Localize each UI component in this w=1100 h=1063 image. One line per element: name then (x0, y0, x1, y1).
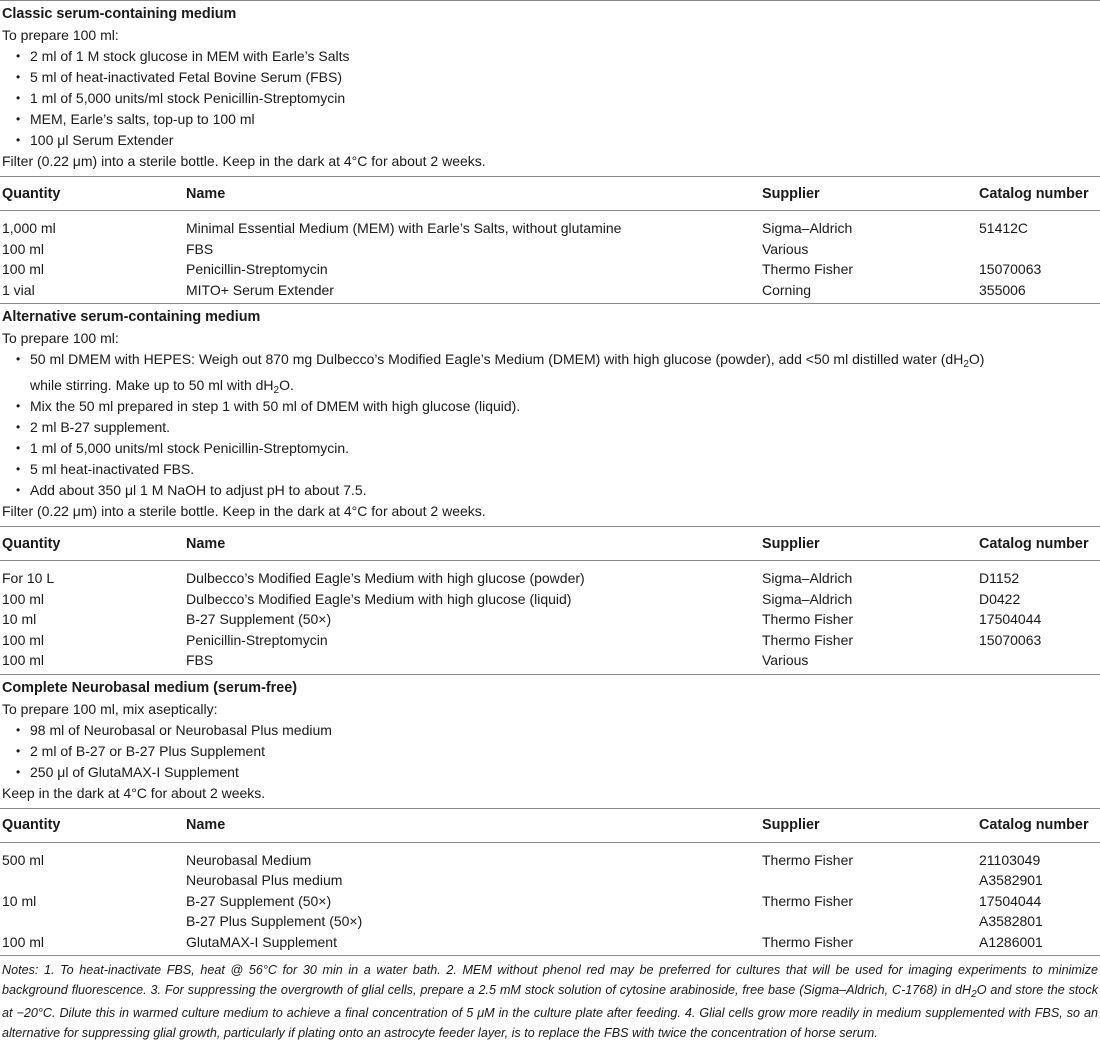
column-header: Quantity (2, 817, 61, 833)
list-item (0, 46, 1100, 67)
table-cell: B-27 Plus Supplement (50×) (186, 913, 363, 929)
column-header: Quantity (2, 535, 61, 552)
subscript-text: 2 (273, 385, 280, 396)
subscript-text: 2 (963, 359, 969, 370)
item-text: MEM, Earle’s salts, top-up to 100 ml (30, 111, 255, 127)
ingredients-table (0, 809, 1100, 953)
table-cell: Penicillin-Streptomycin (186, 261, 328, 277)
table-cell: 21103049 (979, 851, 1041, 868)
column-header: Catalog number (979, 817, 1089, 833)
item-text: 50 ml DMEM with HEPES: Weigh out 870 mg Dulbecco’s Modified Eagle’s Medium (DMEM) with high glucose (powder), add <50 ml distilled water (dH (30, 351, 964, 367)
table-row (0, 259, 1100, 280)
item-text: 2 ml of 1 M stock glucose in MEM with Earle’s Salts (30, 48, 350, 64)
list-item (0, 88, 1100, 109)
table-cell (0, 870, 184, 891)
list-item (0, 396, 1100, 417)
table-cell: 17504044 (979, 892, 1042, 909)
section-footer: Filter (0.22 μm) into a sterile bottle. Keep in the dark at 4°C for about 2 weeks. (2, 153, 486, 169)
table-cell (760, 870, 977, 891)
column-header: Name (186, 535, 226, 552)
table-cell: Sigma–Aldrich (762, 590, 853, 607)
table-cell (0, 911, 184, 932)
list-item (0, 349, 1100, 375)
list-item (0, 130, 1100, 151)
item-text: O. (279, 377, 294, 393)
table-row (0, 609, 1100, 630)
list-item (0, 67, 1100, 88)
table-cell: D1152 (979, 570, 1020, 586)
ingredients-table (0, 527, 1100, 671)
table-cell: 355006 (979, 281, 1026, 298)
list-item (0, 720, 1100, 741)
table-cell: A3582901 (979, 872, 1043, 888)
table-row (0, 280, 1100, 301)
table-row (0, 870, 1100, 891)
table-row (0, 239, 1100, 260)
table-cell: 10 ml (2, 892, 37, 909)
table-cell: 100 ml (2, 240, 45, 257)
item-text: O) (968, 351, 985, 367)
table-cell: Thermo Fisher (762, 933, 854, 950)
table-cell (760, 911, 977, 932)
table-cell: Thermo Fisher (762, 851, 854, 868)
table-cell (977, 239, 1100, 260)
item-text: 5 ml heat-inactivated FBS. (30, 461, 195, 477)
table-cell: Thermo Fisher (762, 892, 854, 909)
table-cell: 100 ml (2, 590, 45, 607)
table-cell: 10 ml (2, 611, 37, 627)
item-text: O and store the stock at −20°C. Dilute this in warmed culture medium to achieve a final concentration of 5 μM in the culture plate after feeding. 4. Glial cells grow more readily in medium supplemented with FBS, so an alternative for suppressing glial growth, particularly if plating onto an astrocyte feeder layer, is to replace the FBS with twice the concentration of horse serum. (2, 982, 1098, 1040)
section-intro: To prepare 100 ml: (2, 27, 119, 43)
section-intro: To prepare 100 ml: (2, 330, 119, 346)
table-cell: 1,000 ml (2, 220, 56, 236)
list-item (0, 459, 1100, 480)
table-cell: 1 vial (2, 281, 35, 298)
table-row (0, 842, 1100, 870)
table-cell: A1286001 (979, 933, 1043, 950)
item-text: 1 ml of 5,000 units/ml stock Penicillin-Streptomycin (30, 90, 346, 106)
table-cell: 100 ml (2, 631, 45, 648)
table-cell (977, 650, 1100, 671)
table-cell: A3582801 (979, 913, 1043, 929)
section-title: Classic serum-containing medium (2, 6, 237, 22)
table-cell: For 10 L (2, 570, 55, 586)
item-text: 5 ml of heat-inactivated Fetal Bovine Serum (FBS) (30, 69, 343, 85)
item-text: 250 μl of GlutaMAX-I Supplement (30, 763, 239, 780)
list-item (0, 417, 1100, 438)
table-cell: 100 ml (2, 652, 45, 668)
section-title: Complete Neurobasal medium (serum-free) (2, 679, 298, 696)
table-cell: 100 ml (2, 933, 45, 950)
table-cell: Dulbecco’s Modified Eagle’s Medium with high glucose (liquid) (186, 590, 572, 607)
table-cell: Various (762, 652, 809, 668)
table-cell: Various (762, 240, 809, 257)
item-text: 2 ml of B-27 or B-27 Plus Supplement (30, 742, 266, 759)
table-notes (0, 956, 1100, 1043)
table-cell: 500 ml (2, 851, 45, 868)
table-row (0, 589, 1100, 610)
table-cell: Corning (762, 281, 812, 298)
item-text: 2 ml B-27 supplement. (30, 419, 171, 435)
item-text: 98 ml of Neurobasal or Neurobasal Plus medium (30, 721, 332, 738)
column-header: Supplier (762, 535, 820, 552)
item-text: while stirring. Make up to 50 ml with dH (30, 377, 274, 393)
table-cell: Neurobasal Plus medium (186, 872, 343, 888)
item-text: Mix the 50 ml prepared in step 1 with 50 ml of DMEM with high glucose (liquid). (30, 398, 521, 414)
table-row (0, 561, 1100, 589)
section-intro: To prepare 100 ml, mix aseptically: (2, 700, 218, 717)
table-cell: MITO+ Serum Extender (186, 281, 334, 298)
table-row (0, 630, 1100, 651)
table-row (0, 650, 1100, 671)
column-header: Name (186, 185, 226, 202)
table-row (0, 211, 1100, 239)
table-cell: FBS (186, 652, 214, 668)
table-cell: Thermo Fisher (762, 261, 854, 277)
table-cell: Penicillin-Streptomycin (186, 631, 328, 648)
table-cell: GlutaMAX-I Supplement (186, 933, 337, 950)
column-header: Catalog number (979, 185, 1089, 202)
column-header: Name (186, 817, 226, 833)
item-text: Add about 350 μl 1 M NaOH to adjust pH to about 7.5. (30, 482, 367, 498)
section-footer: Keep in the dark at 4°C for about 2 weeks. (2, 784, 266, 801)
column-header: Supplier (762, 185, 820, 202)
table-cell: B-27 Supplement (50×) (186, 892, 332, 909)
table-cell: Sigma–Aldrich (762, 220, 853, 236)
table-cell: Thermo Fisher (762, 611, 854, 627)
table-row (0, 911, 1100, 932)
ingredients-table (0, 177, 1100, 300)
table-cell: 100 ml (2, 261, 45, 277)
column-header: Quantity (2, 185, 61, 202)
list-item (0, 762, 1100, 783)
table-cell: Dulbecco’s Modified Eagle’s Medium with high glucose (powder) (186, 570, 585, 586)
table-cell: FBS (186, 240, 214, 257)
section-title: Alternative serum-containing medium (2, 309, 261, 325)
list-item (0, 480, 1100, 501)
item-text: 100 μl Serum Extender (30, 132, 174, 148)
list-item (0, 109, 1100, 130)
table-cell: 15070063 (979, 261, 1042, 277)
table-cell: B-27 Supplement (50×) (186, 611, 332, 627)
table-cell: Sigma–Aldrich (762, 570, 853, 586)
table-cell: 51412C (979, 220, 1029, 236)
list-item (0, 741, 1100, 762)
item-text: Notes: 1. To heat-inactivate FBS, heat @ 56°C for 30 min in a water bath. 2. MEM without phenol red may be preferred for cultures that will be used for imaging experiments to minimize background fluorescence. 3. For suppressing the overgrowth of glial cells, prepare a 2.5 mM stock solution of cytosine arabinoside, free base (Sigma–Aldrich, C-1768) in dH (2, 963, 1098, 997)
table-row (0, 891, 1100, 912)
subscript-text: 2 (971, 988, 977, 1000)
column-header: Supplier (762, 817, 820, 833)
section-footer: Filter (0.22 μm) into a sterile bottle. Keep in the dark at 4°C for about 2 weeks. (2, 503, 486, 519)
table-cell: 17504044 (979, 611, 1042, 627)
table-cell: Neurobasal Medium (186, 851, 312, 868)
list-item (0, 438, 1100, 459)
table-cell: Thermo Fisher (762, 631, 854, 648)
table-cell: Minimal Essential Medium (MEM) with Earle’s Salts, without glutamine (186, 220, 622, 236)
table-cell: 15070063 (979, 631, 1042, 648)
table-cell: D0422 (979, 590, 1021, 607)
list-item-continuation (0, 375, 1100, 396)
column-header: Catalog number (979, 535, 1089, 552)
table-row (0, 932, 1100, 953)
item-text: 1 ml of 5,000 units/ml stock Penicillin-Streptomycin. (30, 440, 350, 456)
